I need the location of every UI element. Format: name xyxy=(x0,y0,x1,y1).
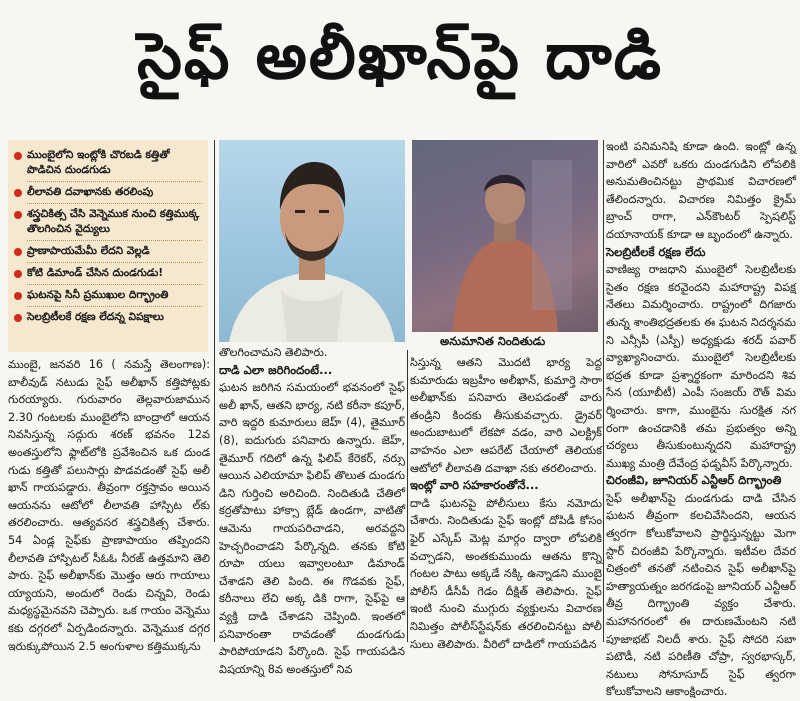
bullet-icon xyxy=(14,189,22,197)
column-divider xyxy=(603,140,604,642)
highlight-item: ముంబైలోని ఇంట్లోకి చొరబడి కత్తితో పొడిచిన దుండగుడు xyxy=(14,148,202,178)
column-4 xyxy=(606,138,796,699)
article-paragraph: తొలగించామని తెలిపారు. xyxy=(219,346,328,359)
article-paragraph: వాణిజ్య రాజధాని ముంబైలో సెలబ్రిటీలకు సైతం రక్షణ కరవైందని మహారాష్ట్ర విపక్ష నేతలు విమర్శించారు. రాష్ట్రంలో దిగజారు తున్న శాంతిభద్రతలకు ఈ ఘటన నిదర్శనమ ని ఎన్సీపీ (ఎస్పీ) అధ్యక్షుడు శరద్‌ పవార్‌ వ్యాఖ్యానించారు. ముంబైలో సెలబ్రిటీలకు భద్రత కూడా ప్రశ్నార్థకంగా మారిందని శివ సేన (యూబీటీ) ఎంపీ సంజయ్‌ రౌత్‌ విమ ర్శించారు. కాగా, ముంబైను సురక్షిత నగ రంగా ఉంచడానికి తమ ప్రభుత్వం అన్ని చర్యలు తీసుకుంటున్నదని మహారాష్ట్ర ముఖ్య మంత్రి దేవేంద్ర ఫడ్నవీస్‌ పేర్కొన్నారు. xyxy=(606,263,796,470)
bullet-icon xyxy=(14,314,22,322)
column-2 xyxy=(219,344,405,676)
article-paragraph: దాడి ఘటనపై పోలీసులు కేసు నమోదు చేశారు. నిందితుడు సైఫ్‌ ఇంట్లో దోపిడీ కోసం ఫైర్‌ ఎస్కేప్‌ మెట్ల మార్గం ద్వారా లోపలికి వచ్చాడని, అంతకుముందు ఆతను కొన్ని గంటల పాటు అక్కడే నక్కి ఉన్నాడని ముంబై పోలీస్‌ డీసీపీ గెడం దీక్షిత్‌ తెలిపారు. సైఫ్‌ ఇంటి నుంచి ముగ్గురు వ్యక్తులను విచారణ నిమిత్తం పోలీస్‌స్టేషన్‌కు తరలించినట్టు పోలీ సులు తెలిపారు. వీరిలో దాడిలో గాయపడిన xyxy=(410,496,602,651)
column-divider xyxy=(214,140,215,642)
bullet-icon xyxy=(14,211,22,219)
actor-photo xyxy=(219,140,405,342)
highlight-item: లీలావతి దవాఖానకు తరలింపు xyxy=(14,185,202,200)
column-3 xyxy=(410,354,602,651)
actor-portrait-icon xyxy=(219,140,405,342)
suspect-photo-caption: అనుమానిత నిందితుడు xyxy=(440,334,546,348)
article-paragraph: ఇంటి పనిమనిషి కూడా ఉంది. ఇంట్లో ఉన్న వారిలో ఎవరో ఒకరు దుండగుడిని లోపలికి అనుమతించినట్టు ప్రాథమిక విచారణలో తేలిందన్నారు. విచారణ నిమిత్తం క్రైమ్‌ బ్రాంచ్‌ రాగా, ఎన్‌కౌంటర్‌ స్పెషలిస్ట్‌ దయానాయక్‌ కూడా ఆ బృందంలో ఉన్నారు. xyxy=(606,140,796,241)
column-1 xyxy=(8,356,210,653)
highlight-item: శస్త్రచికిత్స చేసి వెన్నెముక నుంచి కత్తిముక్క తొలగించిన వైద్యులు xyxy=(14,207,202,237)
highlights-box xyxy=(8,140,208,352)
highlight-item: ఘటనపై సినీ ప్రముఖుల దిగ్భ్రాంతి xyxy=(14,288,202,303)
bullet-icon xyxy=(14,270,22,278)
subheading: చిరంజీవి, జూనియర్‌ ఎన్టీఆర్‌ దిగ్భ్రాంతి xyxy=(606,473,782,488)
highlight-item: ప్రాణాపాయమేమీ లేదని వెల్లడి xyxy=(14,244,202,259)
article-paragraph: ఘటన జరిగిన సమయంలో భవనంలో సైఫ్‌ అలీ ఖాన్‌, ఆతని భార్య, నటి కరీనా కపూర్‌, వారి ఇద్దరి కుమారులు జెహ్‌ (4), తైమూర్‌ (8), ఐదుగురు పనివారు ఉన్నారు. జెహ్‌, తైమూర్‌ గదిలో ఉన్న ఫిలిప్‌ కేరెకర్‌, నర్సు ఆయిన ఎలియామా ఫిలిప్‌ తొలుత దుండగు డిని గుర్తించి అరిచింది. నిందితుడి చేతిలో కర్రతోపాటు హాక్సా బ్లేడ్‌ ఉండగా, వాటితో ఆమెను గాయపరిచాడని, అరవద్దని హెచ్చరించాడని పేర్కొన్నది. తనకు కోటి రూపా యలు ఇవ్వాలంటూ డిమాండ్‌ చేశాడని తెలి పింది. ఈ గొడవకు సైఫ్‌, కరీనాలు లేచి అక్క డికి రాగా, సైఫ్‌పై ఆ వ్యక్తి దాడి చేశాడని చెప్పింది. ఇంతలో పనివారంతా రావడంతో దుండగుడు పారిపోయాడని పేర్కొంది. సైఫ్‌ గాయపడిన విషయాన్ని 8వ అంతస్తులో నివ xyxy=(219,381,405,676)
headline: సైఫ్ అలీఖాన్‌పై దాడి xyxy=(136,19,664,94)
highlight-item: కోటి డిమాండ్‌ చేసిన దుండగుడు! xyxy=(14,266,202,281)
bullet-icon xyxy=(14,292,22,300)
article-paragraph: సిస్తున్న ఆతని మొదటి భార్య పెద్ద కుమారుడు ఇబ్రహీం అలీఖాన్‌, కుమార్తె సారా అలీఖాన్‌కు పనివారు తెలపడంతో వారు తండ్రిని కిందకు తీసుకువచ్చారు. డ్రైవర్‌ అందుబాటులో లేకపో వడం, వారి ఎలక్ట్రిక్‌ వాహనం ఎలా ఆపరేట్‌ చేయాలో తెలియక ఆటోలో లీలావతి దవాఖా నకు తరలించారు. xyxy=(410,356,602,475)
bullet-icon xyxy=(14,152,22,160)
highlight-item: సెలబ్రిటీలకే రక్షణ లేదన్న విపక్షాలు xyxy=(14,310,202,325)
article-paragraph: సైఫ్‌ అలీఖాన్‌పై దుండగుడు దాడి చేసిన ఘటన తీవ్రంగా కలచివేసిందని, ఆయన త్వరగా కోలుకోవాలని ప్రార్థిస్తున్నట్టు మెగా స్టార్‌ చిరంజీవి పేర్కొన్నారు. ఇటీవల దేవర చిత్రంలో తనతో నటించిన సైఫ్‌ అలీఖాన్‌పై హత్యాయత్నం జరగడంపై జూనియర్‌ ఎన్టీఆర్‌ తీవ్ర దిగ్భ్రాంతి వ్యక్తం చేశారు. మహానగరంలో ఈ దారుణమేంటని నటి పూజాభట్‌ నిలదీ శారు. సైఫ్‌ సోదరి సబా పటౌడీ, నటి పరిణీతి చోప్రా, స్వరభాస్కర్‌, నటులు సోనూసూద్‌ సైఫ్‌ త్వరగా కోలుకోవాలని ఆకాంక్షించారు. xyxy=(606,491,796,699)
column-divider xyxy=(407,350,408,642)
subheading: దాడి ఎలా జరిగిందంటే... xyxy=(219,362,333,377)
suspect-cctv-photo xyxy=(412,140,598,332)
subheading: ఇంట్లో వారి సహకారంతోనే... xyxy=(410,478,539,493)
suspect-figure-icon xyxy=(412,140,598,332)
article-paragraph: ముంబై, జనవరి 16 ( నమస్తే తెలంగాణ): బాలీవుడ్‌ నటుడు సైఫ్‌ అలీఖాన్‌ కత్తిపోట్లకు గురయ్యారు. గురువారం తెల్లవారుజామున 2.30 గంటలకు ముంబైలోని బాంద్రాలో ఆయన నివసిస్తున్న సద్గురు శరణ్‌ భవనం 12వ అంతస్తులోని ఫ్లాట్‌లోకి ప్రవేశించిన ఒక దుండ గుడు కత్తితో పలుసార్లు పొడవడంతో సైఫ్‌ అలీ ఖాన్‌ గాయపడ్డారు. తీవ్రంగా రక్తస్రావం అయిన ఆయనను ఆటోలో లీలావతి హాస్పిట ల్‌కు తరలించారు. ఆత్యవసర శస్త్రచికిత్స చేశారు. 54 ఏండ్ల సైఫ్‌కు ప్రాణాపాయం తప్పిందని లీలావతి హాస్పిటల్‌ సీఓఓ నీరజ్‌ ఉత్తమాని తెలి పారు. సైఫ్‌ అలీఖాన్‌కు మొత్తం ఆరు గాయాలు య్యాయని, అందులో రెండు చిన్నవి, రెండు మధ్యస్థమైనవని చెప్పారు. ఒక గాయం వెన్నెము కకు దగ్గరలో ఏర్పడిందన్నారు. వెన్నెముక దగ్గర ఇరుక్కుపోయిన 2.5 అంగుళాల కత్తిముక్కను xyxy=(8,358,210,653)
bullet-icon xyxy=(14,248,22,256)
subheading: సెలబ్రిటీలకే రక్షణ లేదు xyxy=(606,244,706,259)
